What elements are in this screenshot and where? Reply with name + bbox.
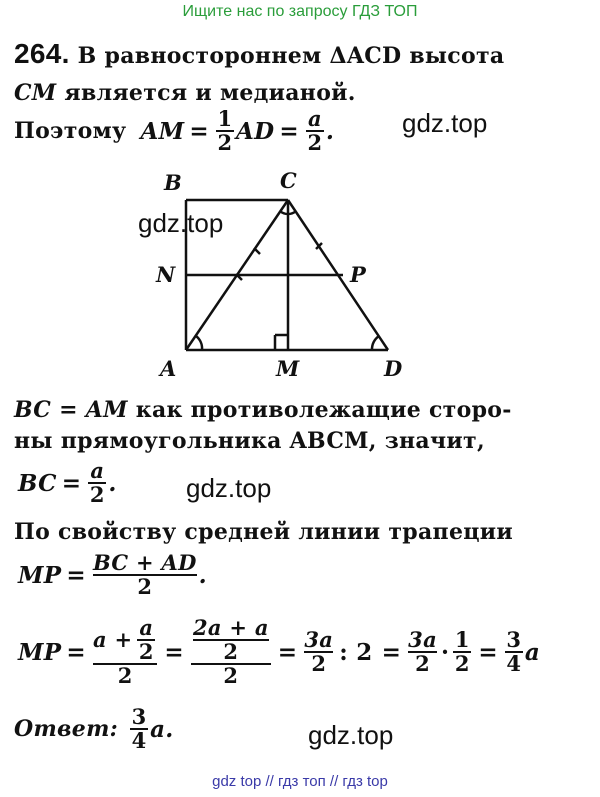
eq-sign: = (164, 638, 184, 666)
point-label-p: P (350, 262, 366, 287)
line-1-text: В равностороннем ΔACD высота (77, 43, 505, 69)
fraction-a-2 (306, 108, 324, 154)
eq-sign: = (478, 638, 498, 666)
fraction-1-2 (216, 108, 234, 154)
right-angle-mark (275, 335, 288, 350)
numerator: 3 (131, 704, 147, 729)
denominator: 2 (217, 130, 233, 155)
denominator: 2 (307, 130, 323, 155)
point-label-m: M (276, 356, 300, 380)
eq-sign: = (61, 469, 82, 497)
period: . (108, 469, 117, 497)
eq-sign: = (189, 117, 209, 145)
point-label-b: B (164, 170, 182, 195)
bc-am-expr: BC = AM (14, 397, 128, 423)
denominator: 4 (506, 651, 522, 676)
trapezoid-diagram (150, 165, 410, 380)
eq-sign: = (66, 638, 86, 666)
answer-line (14, 706, 174, 752)
denominator: 2 (223, 663, 239, 688)
numerator: 1 (217, 106, 233, 131)
problem-number: 264. (14, 38, 70, 69)
ad-label: AD (235, 117, 275, 145)
divide-by-2: : 2 (339, 638, 373, 666)
point-label-c: C (280, 168, 297, 193)
cm-label: CM (14, 80, 57, 106)
line-3-prefix: Поэтому (14, 118, 127, 144)
mp-label: MP (18, 561, 62, 589)
am-label: AM (140, 117, 185, 145)
a-plus: a + (92, 627, 133, 652)
fraction-bc-ad-2 (93, 552, 197, 598)
variable-a: a (524, 638, 541, 666)
denominator: 2 (415, 651, 431, 676)
watermark: gdz.top (308, 720, 394, 750)
eq-sign: = (277, 638, 298, 666)
line-bc-2: ны прямоугольника ABCM, значит, (14, 428, 485, 454)
line-bc-1 (14, 397, 512, 423)
numerator: 2a + a (192, 615, 269, 640)
line-2-text: является и медианой. (56, 80, 356, 106)
fraction-3a-2 (304, 629, 333, 675)
angle-arc-d (372, 336, 379, 350)
numerator: 3a (304, 627, 334, 652)
line-3 (14, 108, 334, 154)
fraction-2a-plus-a-over-2-over-2 (191, 617, 271, 687)
compound-numerator (93, 617, 157, 663)
denominator: 2 (137, 574, 153, 599)
denominator: 2 (89, 482, 105, 507)
angle-arc-a (196, 336, 202, 350)
point-label-n: N (156, 262, 176, 287)
numerator: a (90, 458, 105, 483)
denominator: 2 (223, 639, 239, 664)
eq-sign: = (66, 561, 86, 589)
fraction-3-4 (130, 706, 148, 752)
denominator: 4 (131, 728, 147, 753)
watermark: gdz.top (402, 108, 488, 138)
eq-sign: = (279, 117, 299, 145)
line-1 (14, 38, 504, 70)
fraction-2a-plus-a-2 (193, 617, 269, 663)
answer-label: Ответ: (14, 716, 119, 742)
multiply-dot: · (441, 638, 450, 666)
denominator: 2 (138, 639, 154, 664)
top-banner[interactable]: Ищите нас по запросу ГДЗ ТОП (182, 3, 418, 20)
point-label-d: D (384, 356, 403, 380)
point-label-a: A (160, 356, 177, 380)
period: . (165, 715, 174, 743)
watermark: gdz.top (138, 208, 224, 238)
denominator: 2 (117, 663, 133, 688)
fraction-a-2 (88, 460, 106, 506)
period: . (198, 561, 207, 589)
fraction-a-2 (137, 617, 155, 663)
numerator: a (307, 106, 322, 131)
mp-formula (18, 552, 207, 598)
denominator: 2 (311, 651, 327, 676)
numerator: 1 (454, 627, 470, 652)
period: . (325, 117, 335, 145)
compound-numerator (191, 617, 271, 663)
variable-a: a (150, 715, 166, 743)
bc-label: BC (18, 469, 57, 497)
fraction-3a-2 (408, 629, 437, 675)
line-bc-1-text: как противолежащие сторо- (127, 397, 512, 423)
line-bc-3 (18, 460, 117, 506)
mp-label: MP (18, 638, 62, 666)
numerator: 3 (506, 627, 522, 652)
fraction-3-4 (505, 629, 523, 675)
watermark: gdz.top (186, 473, 272, 503)
line-2 (14, 80, 356, 106)
midline-line: По свойству средней линии трапеции (14, 519, 514, 545)
footer-links[interactable]: gdz top // гдз топ // гдз top (212, 773, 388, 790)
mp-computation (18, 617, 540, 687)
numerator: 3a (408, 627, 437, 652)
fraction-a-plus-a2-over-2 (93, 617, 157, 687)
numerator: a (139, 615, 154, 640)
numerator: BC + AD (92, 550, 197, 575)
eq-sign: = (381, 638, 402, 666)
denominator: 2 (454, 651, 470, 676)
fraction-1-2 (453, 629, 471, 675)
tick-mark-ac (254, 248, 260, 254)
